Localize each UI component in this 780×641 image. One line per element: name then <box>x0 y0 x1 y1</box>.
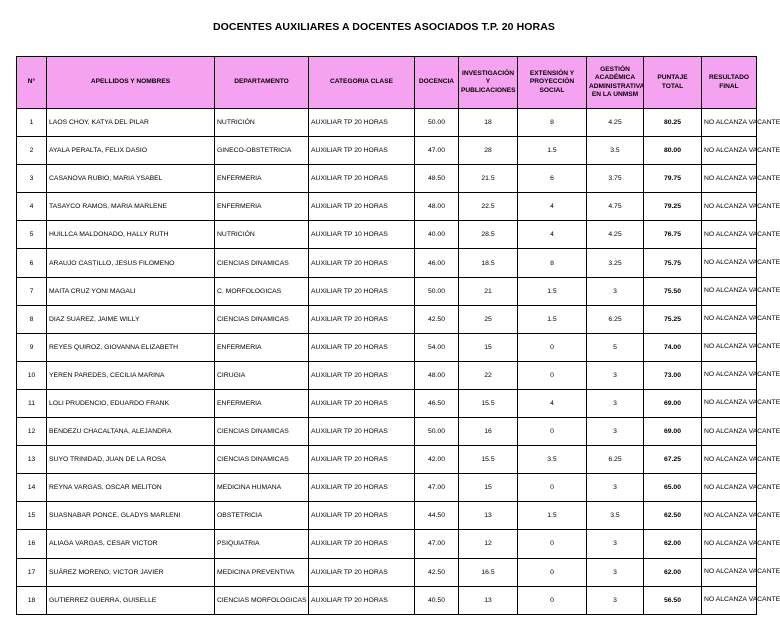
cell-teaching: 54.00 <box>415 333 459 361</box>
cell-research: 21 <box>459 277 518 305</box>
cell-result: NO ALCANZA VACANTE <box>702 418 757 446</box>
cell-department: C. MORFOLOGICAS <box>215 277 309 305</box>
cell-management: 3 <box>587 418 644 446</box>
table-row <box>17 193 757 221</box>
cell-teaching: 47.00 <box>415 530 459 558</box>
cell-extension: 0 <box>518 558 587 586</box>
cell-department: GINECO-OBSTETRICIA <box>215 137 309 165</box>
cell-extension: 0 <box>518 530 587 558</box>
cell-total: 62.00 <box>644 530 702 558</box>
cell-teaching: 42.50 <box>415 558 459 586</box>
cell-number: 11 <box>17 389 47 417</box>
cell-department: CIENCIAS MORFOLOGICAS <box>215 586 309 614</box>
cell-number: 5 <box>17 221 47 249</box>
table-row <box>17 165 757 193</box>
cell-result: NO ALCANZA VACANTE <box>702 193 757 221</box>
cell-management: 3 <box>587 586 644 614</box>
cell-category: AUXILIAR TP 20 HORAS <box>309 418 415 446</box>
cell-department: MEDICINA PREVENTIVA <box>215 558 309 586</box>
cell-total: 73.00 <box>644 361 702 389</box>
cell-management: 4.25 <box>587 221 644 249</box>
cell-name: LOLI PRUDENCIO, EDUARDO FRANK <box>47 389 215 417</box>
cell-teaching: 46.50 <box>415 389 459 417</box>
cell-number: 17 <box>17 558 47 586</box>
cell-department: OBSTETRICIA <box>215 502 309 530</box>
cell-research: 18.5 <box>459 249 518 277</box>
cell-extension: 0 <box>518 333 587 361</box>
col-header-result: RESULTADO FINAL <box>702 57 757 109</box>
cell-category: AUXILIAR TP 20 HORAS <box>309 137 415 165</box>
table-row <box>17 418 757 446</box>
cell-name: ALIAGA VARGAS, CESAR VICTOR <box>47 530 215 558</box>
cell-result: NO ALCANZA VACANTE <box>702 277 757 305</box>
cell-category: AUXILIAR TP 20 HORAS <box>309 305 415 333</box>
cell-research: 13 <box>459 586 518 614</box>
cell-number: 14 <box>17 474 47 502</box>
cell-teaching: 50.00 <box>415 277 459 305</box>
cell-number: 13 <box>17 446 47 474</box>
cell-extension: 4 <box>518 221 587 249</box>
cell-result: NO ALCANZA VACANTE <box>702 389 757 417</box>
table-row <box>17 109 757 137</box>
cell-management: 4.25 <box>587 109 644 137</box>
cell-management: 3 <box>587 474 644 502</box>
table-body <box>17 109 780 615</box>
table-row <box>17 361 757 389</box>
cell-management: 3.25 <box>587 249 644 277</box>
cell-name: SUYO TRINIDAD, JUAN DE LA ROSA <box>47 446 215 474</box>
cell-management: 3 <box>587 361 644 389</box>
cell-result: NO ALCANZA VACANTE <box>702 502 757 530</box>
cell-total: 80.00 <box>644 137 702 165</box>
cell-management: 3 <box>587 277 644 305</box>
cell-extension: 8 <box>518 109 587 137</box>
cell-teaching: 46.00 <box>415 249 459 277</box>
col-header-total: PUNTAJE TOTAL <box>644 57 702 109</box>
cell-teaching: 40.00 <box>415 221 459 249</box>
col-header-number: N° <box>17 57 47 109</box>
cell-result: NO ALCANZA VACANTE <box>702 249 757 277</box>
cell-result: NO ALCANZA VACANTE <box>702 474 757 502</box>
cell-research: 12 <box>459 530 518 558</box>
cell-total: 75.25 <box>644 305 702 333</box>
cell-number: 1 <box>17 109 47 137</box>
table-row <box>17 558 757 586</box>
cell-number: 6 <box>17 249 47 277</box>
cell-category: AUXILIAR TP 20 HORAS <box>309 474 415 502</box>
cell-category: AUXILIAR TP 20 HORAS <box>309 333 415 361</box>
cell-total: 62.00 <box>644 558 702 586</box>
cell-management: 3.5 <box>587 137 644 165</box>
cell-teaching: 40.50 <box>415 586 459 614</box>
cell-category: AUXILIAR TP 20 HORAS <box>309 361 415 389</box>
cell-department: PSIQUIATRIA <box>215 530 309 558</box>
cell-name: YEREN PAREDES, CECILIA MARINA <box>47 361 215 389</box>
cell-teaching: 47.00 <box>415 474 459 502</box>
cell-extension: 4 <box>518 193 587 221</box>
cell-extension: 6 <box>518 165 587 193</box>
col-header-category: CATEGORIA CLASE <box>309 57 415 109</box>
cell-category: AUXILIAR TP 20 HORAS <box>309 165 415 193</box>
cell-department: CIENCIAS DINAMICAS <box>215 418 309 446</box>
table-row <box>17 530 757 558</box>
col-header-teaching: DOCENCIA <box>415 57 459 109</box>
cell-research: 28 <box>459 137 518 165</box>
cell-name: SUASNABAR PONCE, GLADYS MARLENI <box>47 502 215 530</box>
cell-teaching: 48.00 <box>415 361 459 389</box>
cell-result: NO ALCANZA VACANTE <box>702 530 757 558</box>
cell-management: 3 <box>587 530 644 558</box>
cell-teaching: 50.00 <box>415 109 459 137</box>
cell-number: 9 <box>17 333 47 361</box>
cell-name: LAOS CHOY, KATYA DEL PILAR <box>47 109 215 137</box>
cell-department: NUTRICIÓN <box>215 109 309 137</box>
table-row <box>17 474 757 502</box>
cell-number: 10 <box>17 361 47 389</box>
cell-result: NO ALCANZA VACANTE <box>702 109 757 137</box>
table-row <box>17 221 757 249</box>
cell-total: 62.50 <box>644 502 702 530</box>
cell-department: ENFERMERIA <box>215 193 309 221</box>
cell-total: 69.00 <box>644 389 702 417</box>
cell-total: 76.75 <box>644 221 702 249</box>
cell-result: NO ALCANZA VACANTE <box>702 446 757 474</box>
cell-research: 18 <box>459 109 518 137</box>
cell-department: ENFERMERIA <box>215 165 309 193</box>
cell-name: ARAUJO CASTILLO, JESUS FILOMENO <box>47 249 215 277</box>
col-header-department: DEPARTAMENTO <box>215 57 309 109</box>
cell-research: 21.5 <box>459 165 518 193</box>
cell-extension: 0 <box>518 474 587 502</box>
table-row <box>17 277 757 305</box>
cell-number: 7 <box>17 277 47 305</box>
cell-research: 16.5 <box>459 558 518 586</box>
cell-research: 28.5 <box>459 221 518 249</box>
cell-name: HUILLCA MALDONADO, HALLY RUTH <box>47 221 215 249</box>
cell-research: 13 <box>459 502 518 530</box>
cell-name: TASAYCO RAMOS, MARIA MARLENE <box>47 193 215 221</box>
cell-category: AUXILIAR TP 20 HORAS <box>309 109 415 137</box>
table-row <box>17 305 757 333</box>
cell-category: AUXILIAR TP 20 HORAS <box>309 277 415 305</box>
cell-category: AUXILIAR TP 20 HORAS <box>309 530 415 558</box>
cell-category: AUXILIAR TP 20 HORAS <box>309 193 415 221</box>
cell-department: CIENCIAS DINAMICAS <box>215 305 309 333</box>
cell-category: AUXILIAR TP 20 HORAS <box>309 446 415 474</box>
cell-name: BENDEZU CHACALTANA, ALEJANDRA <box>47 418 215 446</box>
cell-teaching: 48.50 <box>415 165 459 193</box>
table-row <box>17 446 757 474</box>
cell-research: 22 <box>459 361 518 389</box>
cell-extension: 1.5 <box>518 305 587 333</box>
cell-management: 5 <box>587 333 644 361</box>
cell-total: 79.75 <box>644 165 702 193</box>
col-header-extension: EXTENSIÓN Y PROYECCIÓN SOCIAL <box>518 57 587 109</box>
cell-extension: 3.5 <box>518 446 587 474</box>
cell-number: 12 <box>17 418 47 446</box>
cell-extension: 1.5 <box>518 277 587 305</box>
table-row <box>17 137 757 165</box>
cell-name: SUÁREZ MORENO, VICTOR JAVIER <box>47 558 215 586</box>
cell-research: 15 <box>459 474 518 502</box>
cell-name: REYES QUIROZ, GIOVANNA ELIZABETH <box>47 333 215 361</box>
cell-total: 56.50 <box>644 586 702 614</box>
cell-name: GUTIERREZ GUERRA, GUISELLE <box>47 586 215 614</box>
cell-management: 3 <box>587 558 644 586</box>
cell-category: AUXILIAR TP 20 HORAS <box>309 586 415 614</box>
cell-number: 2 <box>17 137 47 165</box>
cell-management: 6.25 <box>587 446 644 474</box>
cell-result: NO ALCANZA VACANTE <box>702 586 757 614</box>
col-header-management: GESTIÓN ACADÉMICA ADMINISTRATIVA EN LA UNMSM <box>587 57 644 109</box>
table-row <box>17 249 757 277</box>
cell-category: AUXILIAR TP 20 HORAS <box>309 389 415 417</box>
cell-extension: 1.5 <box>518 502 587 530</box>
cell-number: 18 <box>17 586 47 614</box>
cell-management: 3.75 <box>587 165 644 193</box>
page-title: DOCENTES AUXILIARES A DOCENTES ASOCIADOS T.P. 20 HORAS <box>212 21 556 33</box>
cell-extension: 0 <box>518 586 587 614</box>
cell-number: 8 <box>17 305 47 333</box>
cell-research: 25 <box>459 305 518 333</box>
cell-number: 3 <box>17 165 47 193</box>
cell-department: CIENCIAS DINAMICAS <box>215 446 309 474</box>
cell-extension: 8 <box>518 249 587 277</box>
cell-management: 6.25 <box>587 305 644 333</box>
cell-management: 4.75 <box>587 193 644 221</box>
cell-extension: 4 <box>518 389 587 417</box>
cell-name: MAITA CRUZ YONI MAGALI <box>47 277 215 305</box>
cell-teaching: 48.00 <box>415 193 459 221</box>
cell-teaching: 42.50 <box>415 305 459 333</box>
cell-category: AUXILIAR TP 20 HORAS <box>309 558 415 586</box>
cell-total: 80.25 <box>644 109 702 137</box>
cell-department: ENFERMERIA <box>215 333 309 361</box>
cell-department: CIENCIAS DINAMICAS <box>215 249 309 277</box>
cell-management: 3.5 <box>587 502 644 530</box>
cell-extension: 0 <box>518 418 587 446</box>
cell-name: DIAZ SUAREZ, JAIME WILLY <box>47 305 215 333</box>
cell-department: NUTRICIÓN <box>215 221 309 249</box>
cell-research: 15.5 <box>459 389 518 417</box>
cell-total: 69.00 <box>644 418 702 446</box>
results-table <box>16 56 780 615</box>
table-row <box>17 389 757 417</box>
cell-department: ENFERMERIA <box>215 389 309 417</box>
cell-result: NO ALCANZA VACANTE <box>702 361 757 389</box>
cell-name: REYNA VARGAS, OSCAR MELITON <box>47 474 215 502</box>
cell-category: AUXILIAR TP 10 HORAS <box>309 221 415 249</box>
cell-research: 15 <box>459 333 518 361</box>
col-header-research: INVESTIGACIÓN Y PUBLICACIONES <box>459 57 518 109</box>
cell-total: 79.25 <box>644 193 702 221</box>
cell-department: CIRUGIA <box>215 361 309 389</box>
cell-research: 16 <box>459 418 518 446</box>
cell-result: NO ALCANZA VACANTE <box>702 221 757 249</box>
cell-number: 15 <box>17 502 47 530</box>
cell-management: 3 <box>587 389 644 417</box>
cell-research: 22.5 <box>459 193 518 221</box>
col-header-name: APELLIDOS Y NOMBRES <box>47 57 215 109</box>
cell-category: AUXILIAR TP 20 HORAS <box>309 502 415 530</box>
cell-result: NO ALCANZA VACANTE <box>702 333 757 361</box>
cell-total: 75.50 <box>644 277 702 305</box>
cell-extension: 1.5 <box>518 137 587 165</box>
cell-department: MEDICINA HUMANA <box>215 474 309 502</box>
cell-total: 67.25 <box>644 446 702 474</box>
cell-category: AUXILIAR TP 20 HORAS <box>309 249 415 277</box>
cell-teaching: 44.50 <box>415 502 459 530</box>
cell-result: NO ALCANZA VACANTE <box>702 137 757 165</box>
cell-teaching: 50.00 <box>415 418 459 446</box>
table-row <box>17 502 757 530</box>
table-row <box>17 586 757 614</box>
cell-result: NO ALCANZA VACANTE <box>702 165 757 193</box>
header-row <box>17 57 757 109</box>
cell-result: NO ALCANZA VACANTE <box>702 558 757 586</box>
cell-research: 15.5 <box>459 446 518 474</box>
cell-extension: 0 <box>518 361 587 389</box>
cell-total: 74.00 <box>644 333 702 361</box>
cell-teaching: 47.00 <box>415 137 459 165</box>
cell-result: NO ALCANZA VACANTE <box>702 305 757 333</box>
cell-teaching: 42.00 <box>415 446 459 474</box>
cell-number: 4 <box>17 193 47 221</box>
cell-total: 75.75 <box>644 249 702 277</box>
cell-name: AYALA PERALTA, FELIX DASIO <box>47 137 215 165</box>
cell-total: 65.00 <box>644 474 702 502</box>
cell-number: 16 <box>17 530 47 558</box>
cell-name: CASANOVA RUBIO, MARIA YSABEL <box>47 165 215 193</box>
table-row <box>17 333 757 361</box>
